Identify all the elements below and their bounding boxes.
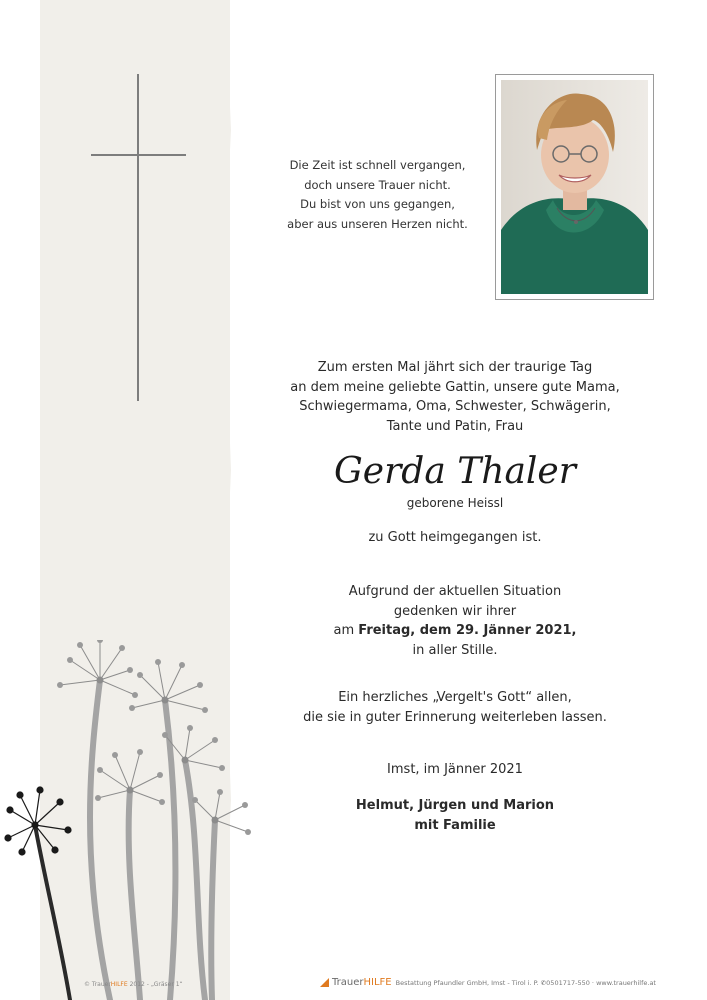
family-signature	[270, 796, 640, 835]
copyright-prefix: © Trauer	[84, 981, 111, 988]
notice-line: in aller Stille.	[412, 642, 498, 658]
memorial-date: Freitag, dem 29. Jänner 2021,	[358, 623, 577, 638]
trauerhilfe-logo	[332, 977, 392, 988]
provider-contact: Bestattung Pfaundler GmbH, Imst - Tirol i. P. ✆0501717-550 · www.trauerhilfe.at	[395, 978, 656, 987]
cross-icon-bar	[91, 154, 186, 156]
thanks-line: die sie in guter Erinnerung weiterleben lassen.	[303, 709, 607, 725]
place-date: Imst, im Jänner 2021	[387, 762, 523, 777]
notice-date-prefix: am	[333, 623, 359, 638]
deceased-name: Gerda Thaler	[334, 451, 576, 492]
portrait-photo-frame	[495, 74, 654, 300]
poem-line: aber aus unseren Herzen nicht.	[287, 216, 468, 231]
logo-main: Trauer	[332, 977, 364, 988]
copyright-accent: HILFE	[110, 981, 128, 988]
intro-line: Zum ersten Mal jährt sich der traurige Tag	[317, 360, 593, 375]
poem-line: doch unsere Trauer nicht.	[304, 177, 451, 192]
intro-line: an dem meine geliebte Gattin, unsere gute Mama,	[290, 379, 620, 395]
poem-line: Die Zeit ist schnell vergangen,	[289, 158, 466, 172]
memorial-notice	[270, 582, 640, 660]
copyright-footer	[84, 981, 183, 988]
dandelion-flowers-illustration	[0, 640, 270, 1000]
trauerhilfe-logo-icon	[320, 978, 329, 987]
thanks-line: Ein herzliches „Vergelt's Gott“ allen,	[338, 690, 572, 705]
portrait-photo	[501, 80, 648, 294]
thanks-text	[270, 688, 640, 727]
copyright-suffix: 2012 - „Gräser 1“	[127, 981, 183, 988]
poem	[270, 156, 485, 234]
family-line: mit Familie	[414, 817, 496, 833]
notice-line: gedenken wir ihrer	[393, 603, 517, 619]
family-line: Helmut, Jürgen und Marion	[355, 798, 555, 813]
cross-icon	[137, 74, 139, 401]
passed-text: zu Gott heimgegangen ist.	[368, 530, 542, 545]
poem-line: Du bist von uns gegangen,	[300, 197, 455, 211]
intro-line: Schwiegermama, Oma, Schwester, Schwägerin,	[299, 399, 611, 414]
notice-date-line	[270, 621, 640, 641]
logo-accent: HILFE	[363, 977, 392, 988]
provider-footer	[320, 977, 656, 988]
intro-line: Tante und Patin, Frau	[386, 418, 524, 434]
maiden-name: geborene Heissl	[406, 496, 504, 510]
notice-line: Aufgrund der aktuellen Situation	[348, 584, 562, 599]
intro-text	[270, 358, 640, 436]
